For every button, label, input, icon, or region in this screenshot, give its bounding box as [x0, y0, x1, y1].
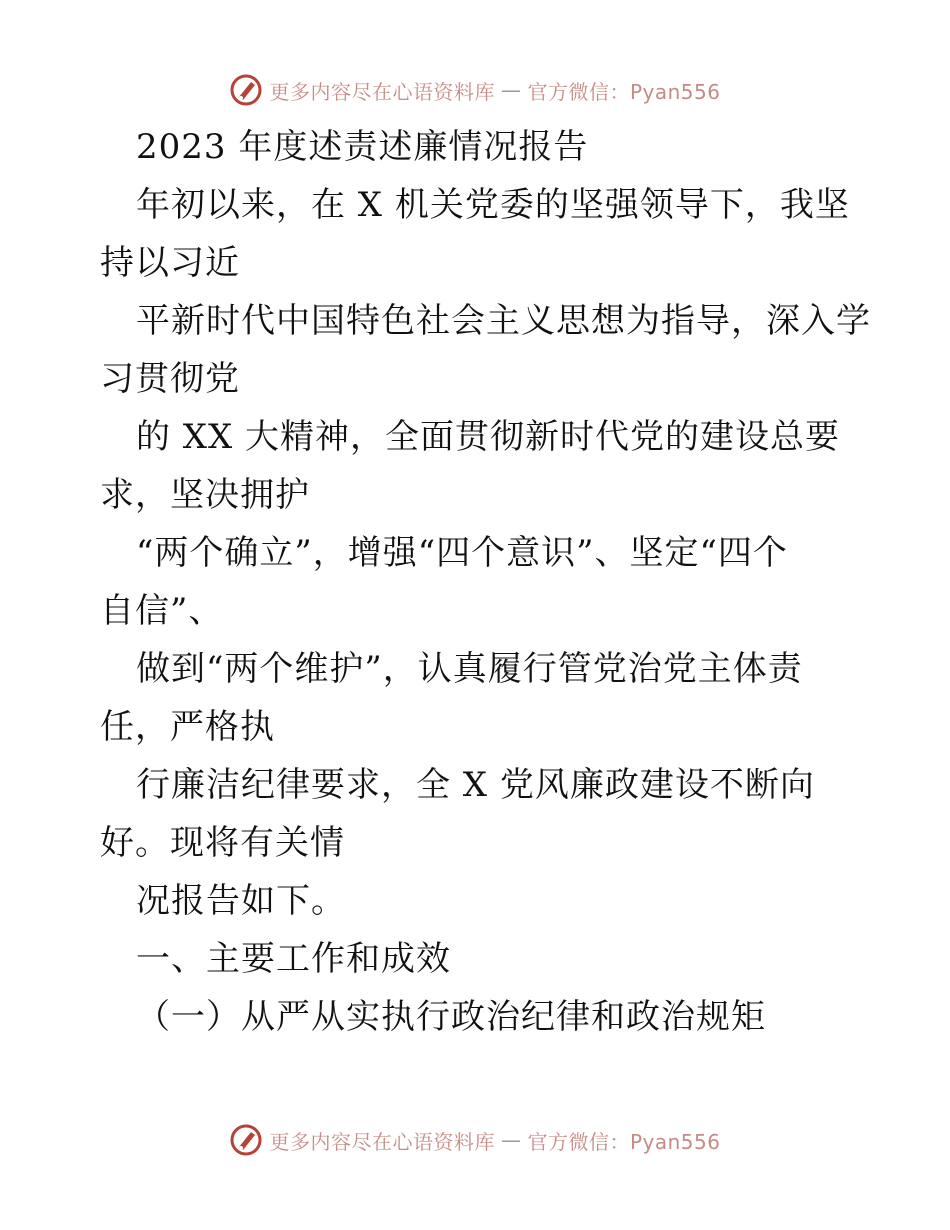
- text-line: 习贯彻党: [100, 359, 240, 399]
- text-line: 平新时代中国特色社会主义思想为指导，深入学: [136, 301, 871, 341]
- text-line: “两个确立”，增强“四个意识”、坚定“四个: [136, 533, 788, 573]
- text-line: 做到“两个维护”，认真履行管党治党主体责: [136, 649, 803, 689]
- document-body: [100, 118, 871, 1046]
- footer-watermark: [0, 1120, 950, 1160]
- text-line: 好。现将有关情: [100, 823, 345, 863]
- pen-in-circle-icon: [229, 1123, 263, 1157]
- document-title: 2023 年度述责述廉情况报告: [136, 127, 589, 167]
- watermark-text: 更多内容尽在心语资料库: [269, 79, 495, 104]
- pen-in-circle-icon: [229, 73, 263, 107]
- text-line: 况报告如下。: [136, 881, 346, 921]
- text-line: 持以习近: [100, 243, 240, 283]
- watermark-separator: —: [500, 78, 522, 102]
- text-line: 行廉洁纪律要求，全 X 党风廉政建设不断向: [136, 765, 815, 805]
- text-line: 自信”、: [100, 591, 224, 631]
- text-line: 任，严格执: [100, 707, 275, 747]
- text-line: 求，坚决拥护: [100, 475, 310, 515]
- watermark-contact: 官方微信：Pyan556: [527, 1129, 721, 1154]
- text-line: 的 XX 大精神，全面贯彻新时代党的建设总要: [136, 417, 841, 457]
- text-line: 年初以来，在 X 机关党委的坚强领导下，我坚: [136, 185, 850, 225]
- header-watermark: [0, 70, 950, 110]
- watermark-contact: 官方微信：Pyan556: [527, 79, 721, 104]
- watermark-text: 更多内容尽在心语资料库: [269, 1129, 495, 1154]
- subsection-heading: （一）从严从实执行政治纪律和政治规矩: [136, 997, 766, 1037]
- section-heading: 一、主要工作和成效: [136, 939, 451, 979]
- watermark-separator: —: [500, 1128, 522, 1152]
